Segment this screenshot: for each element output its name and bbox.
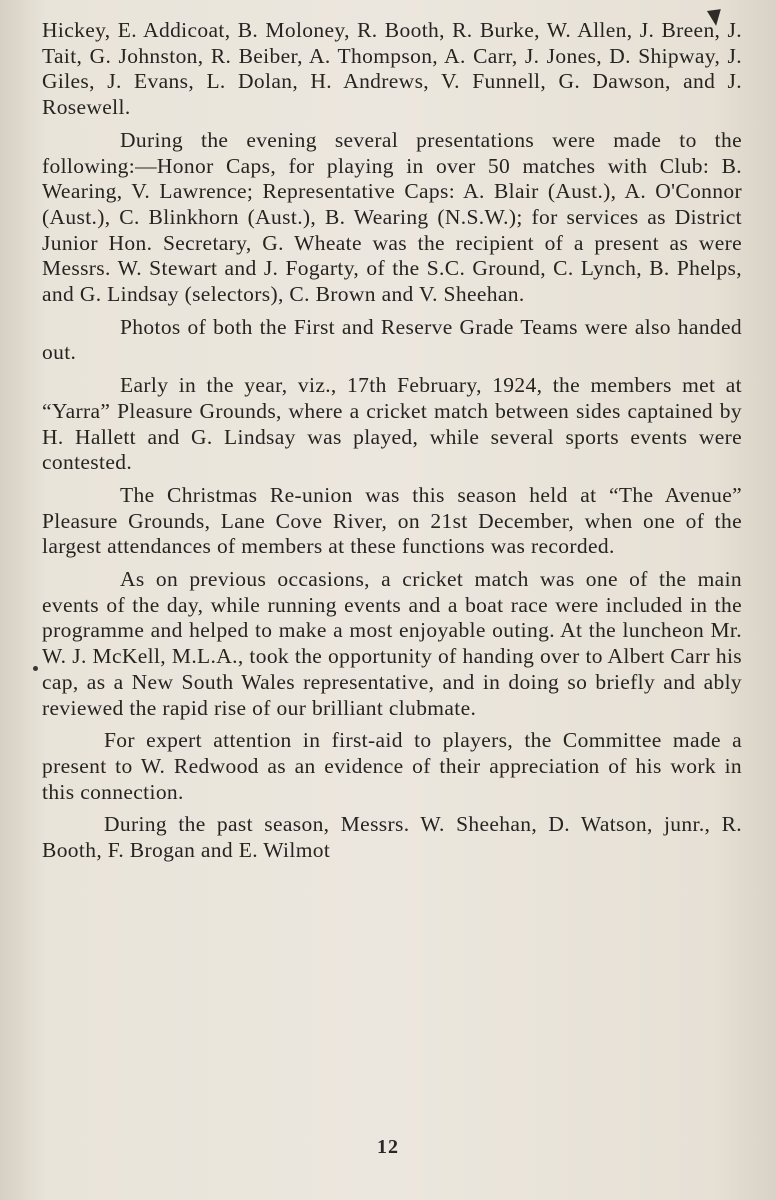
paragraph-christmas-reunion: The Christmas Re-union was this season held at “The Avenue” Pleasure Grounds, Lane Cove River, on 21st December, when one of the largest attendances of members at these functions was recorded. bbox=[42, 482, 742, 559]
paragraph-first-aid: For expert attention in first-aid to players, the Committee made a present to W. Redwood as an evidence of their appreciation of his work in this connection. bbox=[42, 728, 742, 804]
paragraph-photos: Photos of both the First and Reserve Grade Teams were also handed out. bbox=[42, 314, 742, 365]
paragraph-past-season: During the past season, Messrs. W. Sheehan, D. Watson, junr., R. Booth, F. Brogan and E. Wilmot bbox=[42, 812, 742, 863]
paragraph-yarra-meeting: Early in the year, viz., 17th February, 1924, the members met at “Yarra” Pleasure Grounds, where a cricket match between sides captained by H. Hallett and G. Lindsay was played, while several sports events were contested. bbox=[42, 373, 742, 475]
page-number: 12 bbox=[377, 1136, 399, 1158]
body-text bbox=[42, 18, 742, 871]
paragraph-presentations: During the evening several presentations were made to the following:—Honor Caps, for playing in over 50 matches with Club: B. Wearing, V. Lawrence; Representative Caps: A. Blair (Aust.), A. O'Connor (Aust.), C. Blinkhorn (Aust.), B. Wearing (N.S.W.); for services as District Junior Hon. Secretary, G. Wheate was the recipient of a present as were Messrs. W. Stewart and J. Fogarty, of the S.C. Ground, C. Lynch, B. Phelps, and G. Lindsay (selectors), C. Brown and V. Sheehan. bbox=[42, 127, 742, 307]
paragraph-cricket-match: As on previous occasions, a cricket match was one of the main events of the day, while running events and a boat race were included in the programme and helped to make a most enjoyable outing. At the luncheon Mr. W. J. McKell, M.L.A., took the opportunity of handing over to Albert Carr his cap, as a New South Wales representative, and in doing so briefly and ably reviewed the rapid rise of our brilliant clubmate. bbox=[42, 567, 742, 720]
ink-speck bbox=[33, 666, 38, 671]
paragraph-player-list: Hickey, E. Addicoat, B. Moloney, R. Booth, R. Burke, W. Allen, J. Breen, J. Tait, G. Johnston, R. Beiber, A. Thompson, A. Carr, J. Jones, D. Shipway, J. Giles, J. Evans, L. Dolan, H. Andrews, V. Funnell, G. Dawson, and J. Rosewell. bbox=[42, 18, 742, 120]
